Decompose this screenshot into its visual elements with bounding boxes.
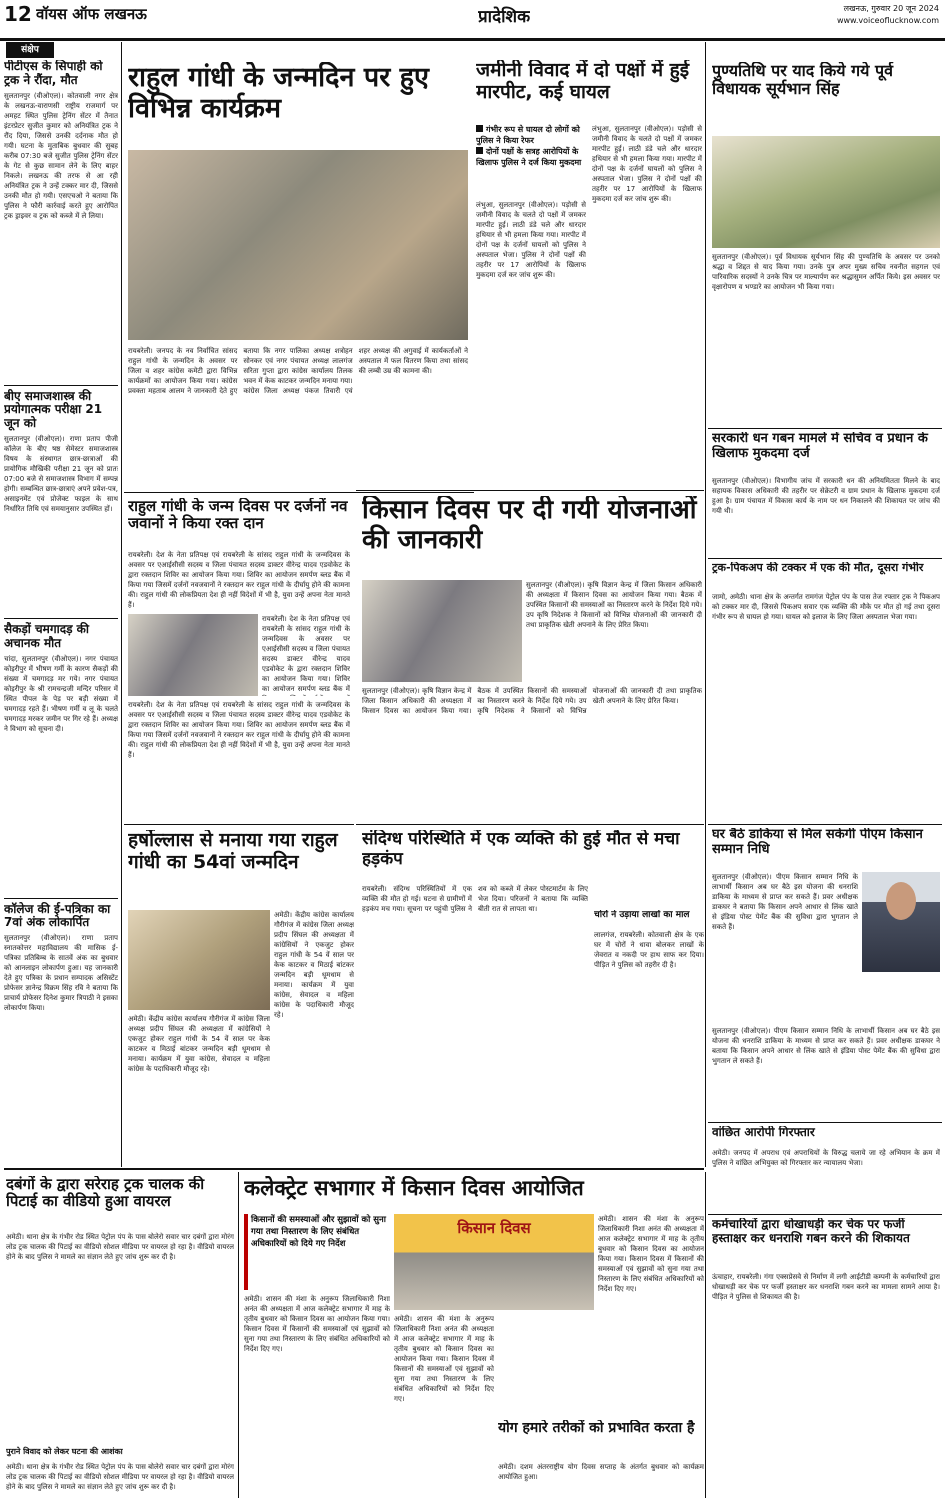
theft-headline: चोरों ने उड़ाया लाखों का माल — [594, 910, 690, 920]
truck-pickup-headline: ट्रक-पिकअप की टक्कर में एक की मौत, दूसरा गंभीर — [712, 562, 924, 574]
brief-3-body: चांदा, सुलतानपुर (वीओएल)। नगर पंचायत कोइरीपुर में भीषण गर्मी के कारण सैकड़ों की संख्या में चमगादड़ मर गये। नगर पंचायत कोइरीपुर के श्री रामचन्द्रजी मन्दिर परिसर में स्थित पीपल के पेड़ पर बड़ी संख्या में चमगादड़ रहते हैं। भीषण गर्मी व लू के चलते चमगादड़ मरकर जमीन पर गिर रहे हैं। अध्यक्ष ने विभाग को सूचना दी। — [4, 654, 118, 733]
kisan-diwas-body: सुलतानपुर (वीओएल)। कृषि विज्ञान केन्द्र में जिला किसान अधिकारी की अध्यक्षता में किसान दिवस का आयोजन किया गया। बैठक में उपस्थित किसानों की समस्याओं का निस्तारण करने के निर्देश दिये गये। उप कृषि निदेशक ने किसानों को विभिन्न योजनाओं की जानकारी दी तथा प्राकृतिक खेती अपनाने के लिए प्रेरित किया। — [526, 581, 702, 629]
brief-label: संक्षेप — [6, 42, 54, 58]
brief-1-headline: पीटीएस के सिपाही को ट्रक ने रौंदा, मौत — [4, 60, 103, 87]
land-dispute-headline: जमीनी विवाद में दो पक्षों में हुई मारपीट, कई घायल — [476, 60, 690, 103]
yoga-headline: योग हमारे तरीकों को प्रभावित करता है — [498, 1420, 695, 1436]
land-dispute-body-2: लंभुआ, सुलतानपुर (वीओएल)। पड़ोसी से जमीनी विवाद के चलते दो पक्षों में जमकर मारपीट हुई। लाठी डंडे चले और धारदार हथियार से भी हमला किया गया। मारपीट में दोनों पक्ष के दर्जनों घायलों को पुलिस ने अस्पताल भेजा। पुलिस ने दोनों पक्षों की तहरीर पर 17 आरोपियों के खिलाफ मुकदमा दर्ज कर जांच शुरू की। — [592, 125, 702, 203]
truck-video-body: अमेठी। थाना क्षेत्र के गंभीर रोड स्थित पेट्रोल पंप के पास बोलेरो सवार चार दबंगों द्वारा मोरंग लोड ट्रक चालक की पिटाई का वीडियो सोशल मीडिया पर वायरल हो रहा है। वीडियो वायरल होने के बाद पुलिस ने मामले का संज्ञान लेते हुए जांच शुरू कर दी है। — [6, 1233, 234, 1261]
land-bullet-1: गंभीर रूप से घायल दो लोगों को पुलिस ने किया रेफर — [476, 125, 580, 145]
date-text: लखनऊ, गुरुवार 20 जून 2024 — [843, 4, 939, 13]
blood-donation-body-3: रायबरेली। देश के नेता प्रतिपक्ष एवं रायबरेली के सांसद राहुल गांधी के जन्मदिवस के अवसर पर एआईसीसी सदस्य व जिला पंचायत सदस्य डाक्टर वीरेन्द्र यादव एडवोकेट के द्वारा रक्तदान शिविर का आयोजन किया गया। शिविर का आयोजन समर्पण ब्लड बैंक में किया गया जिसमें दर्जनों नवजवानों ने रक्तदान कर राहुल गांधी के दीर्घायु होने की कामना की। राहुल गांधी की लोकप्रियता देश ही नहीं विदेशों में भी है, युवा उन्हें अपना नेता मानते हैं। — [128, 701, 350, 759]
collectorate-body-3: अमेठी। शासन की मंशा के अनुरूप जिलाधिकारी निशा अनंत की अध्यक्षता में आज कलेक्ट्रेट सभागार में माह के तृतीय बुधवार को किसान दिवस का आयोजन किया गया। किसान दिवस में किसानों की समस्याओं एवं सुझावों को सुना गया तथा निस्तारण के लिए संबंधित अधिकारियों को निर्देश दिए गए। — [598, 1215, 704, 1293]
page-number: 12 — [4, 2, 32, 26]
suspicious-death-body: रायबरेली। संदिग्ध परिस्थितियों में एक व्यक्ति की मौत हो गई। घटना से ग्रामीणों में हड़कंप मच गया। सूचना पर पहुंची पुलिस ने शव को कब्जे में लेकर पोस्टमार्टम के लिए भेज दिया। परिजनों ने बताया कि व्यक्ति बीती रात से लापता था। — [362, 885, 588, 913]
brief-4-headline: कॉलेज की ई-पत्रिका का 7वां अंक लोकार्पित — [4, 901, 111, 930]
birthday-54-body: अमेठी। केंद्रीय कांग्रेस कार्यालय गौरीगंज में कांग्रेस जिला अध्यक्ष प्रदीप सिंघल की अध्यक्षता में कांग्रेसियों ने एकजुट होकर राहुल गांधी के 54 वें साल पर केक काटकर व मिठाई बांटकर जन्मदिन बड़ी धूमधाम से मनाया। कार्यक्रम में युवा कांग्रेस, सेवादल व महिला कांग्रेस के पदाधिकारी मौजूद रहे। — [274, 911, 354, 1019]
punyatithi-body: सुलतानपुर (वीओएल)। पूर्व विधायक सूर्यभान सिंह की पुण्यतिथि के अवसर पर उनको श्रद्धा व शिद्दत से याद किया गया। उनके पुत्र अपर मुख्य सचिव नवनीत सहगल एवं पारिवारिक सदस्यों ने उनके चित्र पर माल्यार्पण कर श्रद्धासुमन अर्पित किये। इस अवसर पर वृक्षारोपण व भण्डारे का आयोजन भी किया गया। — [712, 253, 940, 291]
embezzlement-body: सुलतानपुर (वीओएल)। विभागीय जांच में सरकारी धन की अनियमितता मिलने के बाद सहायक विकास अधिकारी की तहरीर पर सेक्रेटरी व ग्राम प्रधान के खिलाफ मुकदमा दर्ज हुआ है। ग्राम पंचायत में विकास कार्य के नाम पर धन निकालने की शिकायत पर जांच की गयी थी। — [712, 477, 940, 515]
truck-pickup-body: जामो, अमेठी। थाना क्षेत्र के अन्तर्गत रामगंज पेट्रोल पंप के पास तेज रफ्तार ट्रक ने पिकअप को टक्कर मार दी, जिससे पिकअप सवार एक व्यक्ति की मौके पर मौत हो गई तथा दूसरा गंभीर रूप से घायल हो गया। घायल को इलाज के लिए जिला अस्पताल भेजा गया। — [712, 593, 940, 621]
kisan-diwas-body-2: सुलतानपुर (वीओएल)। कृषि विज्ञान केन्द्र में जिला किसान अधिकारी की अध्यक्षता में किसान दिवस का आयोजन किया गया। बैठक में उपस्थित किसानों की समस्याओं का निस्तारण करने के निर्देश दिये गये। उप कृषि निदेशक ने किसानों को विभिन्न योजनाओं की जानकारी दी तथा प्राकृतिक खेती अपनाने के लिए प्रेरित किया। — [362, 687, 702, 715]
blood-donation-body-2: रायबरेली। देश के नेता प्रतिपक्ष एवं रायबरेली के सांसद राहुल गांधी के जन्मदिवस के अवसर पर एआईसीसी सदस्य व जिला पंचायत सदस्य डाक्टर वीरेन्द्र यादव एडवोकेट के द्वारा रक्तदान शिविर का आयोजन किया गया। शिविर का आयोजन समर्पण ब्लड बैंक में — [262, 615, 350, 693]
brief-2-body: सुलतानपुर (वीओएल)। राणा प्रताप पीजी कॉलेज के बीए षष्ठ सेमेस्टर समाजशास्त्र विषय के संस्थागत छात्र-छात्राओं की प्रायोगिक मौखिकी परीक्षा 21 जून को प्रातः 07:00 बजे से समाजशास्त्र विभाग में सम्पन्न होगी। सम्बन्धित छात्र-छात्राएं अपने प्रवेश-पत्र, असाइनमेंट एवं प्रोजेक्ट फाइल के साथ निर्धारित तिथि एवं समयानुसार उपस्थित हों। — [4, 434, 118, 513]
brief-column — [4, 60, 118, 1165]
yoga-body: अमेठी। दशम अंतरराष्ट्रीय योग दिवस सप्ताह के अंतर्गत बुधवार को कार्यक्रम आयोजित हुआ। — [498, 1463, 704, 1481]
birthday-54-photo — [128, 910, 270, 1010]
collectorate-subbox: किसानों की समस्याओं और सुझावों को सुना गया तथा निस्तारण के लिए संबंधित अधिकारियों को दिये गए निर्देश — [244, 1214, 390, 1290]
blood-donation-headline: राहुल गांधी के जन्म दिवस पर दर्जनों नव जवानों ने किया रक्त दान — [128, 498, 348, 533]
kisan-diwas-photo — [362, 580, 522, 682]
blood-donation-body: रायबरेली। देश के नेता प्रतिपक्ष एवं रायबरेली के सांसद राहुल गांधी के जन्मदिवस के अवसर पर एआईसीसी सदस्य व जिला पंचायत सदस्य डाक्टर वीरेन्द्र यादव एडवोकेट के द्वारा रक्तदान शिविर का आयोजन किया गया। शिविर का आयोजन समर्पण ब्लड बैंक में किया गया जिसमें दर्जनों नवजवानों ने रक्तदान कर राहुल गांधी के दीर्घायु होने की कामना की। राहुल गांधी की लोकप्रियता देश ही नहीं विदेशों में भी है, युवा उन्हें अपना नेता मानते हैं। — [128, 551, 350, 609]
embezzlement-headline: सरकारी धन गबन मामले में सचिव व प्रधान के खिलाफ मुकदमा दर्ज — [712, 432, 928, 461]
section-title: प्रादेशिक — [478, 7, 531, 27]
wanted-arrest-body: अमेठी। जनपद में अपराध एवं अपराधियों के विरुद्ध चलाये जा रहे अभियान के क्रम में पुलिस ने वांछित अभियुक्त को गिरफ्तार कर न्यायालय भेजा। — [712, 1149, 940, 1167]
pm-kisan-body-2: सुलतानपुर (वीओएल)। पीएम किसान सम्मान निधि के लाभार्थी किसान अब घर बैठे इस योजना की धनराशि डाकिया के माध्यम से प्राप्त कर सकते हैं। प्रवर अधीक्षक डाकघर ने बताया कि किसान अपने आधार से लिंक खाते से इंडिया पोस्ट पेमेंट बैंक की सुविधा द्वारा भुगतान ले सकते हैं। — [712, 1027, 940, 1065]
suspicious-death-headline: संदिग्ध परिस्थिति में एक व्यक्ति की हुई मौत से मचा हड़कंप — [362, 830, 680, 869]
pm-kisan-body: सुलतानपुर (वीओएल)। पीएम किसान सम्मान निधि के लाभार्थी किसान अब घर बैठे इस योजना की धनराशि डाकिया के माध्यम से प्राप्त कर सकते हैं। प्रवर अधीक्षक डाकघर ने बताया कि किसान अपने आधार से लिंक खाते से इंडिया पोस्ट पेमेंट बैंक की सुविधा द्वारा भुगतान ले सकते हैं। — [712, 873, 858, 931]
brief-4-body: सुलतानपुर (वीओएल)। राणा प्रताप स्नातकोत्तर महाविद्यालय की मासिक ई-पत्रिका प्रतिबिम्ब के सातवें अंक का बुधवार को आनलाइन लोकार्पण हुआ। यह जानकारी देते हुए पत्रिका के प्रधान सम्पादक असिस्टेंट प्रोफेसर ज्ञानेन्द्र विक्रम सिंह रवि ने बताया कि प्राचार्य प्रोफेसर दिनेश कुमार त्रिपाठी ने इसका लोकार्पण किया। — [4, 934, 118, 1013]
wanted-arrest-headline: वांछित आरोपी गिरफ्तार — [712, 1126, 815, 1139]
punyatithi-headline: पुण्यतिथि पर याद किये गये पूर्व विधायक सूर्यभान सिंह — [712, 62, 893, 99]
land-dispute-body: लंभुआ, सुलतानपुर (वीओएल)। पड़ोसी से जमीनी विवाद के चलते दो पक्षों में जमकर मारपीट हुई। लाठी डंडे चले और धारदार हथियार से भी हमला किया गया। मारपीट में दोनों पक्ष के दर्जनों घायलों को पुलिस ने अस्पताल भेजा। पुलिस ने दोनों पक्षों की तहरीर पर 17 आरोपियों के खिलाफ मुकदमा दर्ज कर जांच शुरू की। — [476, 201, 586, 279]
rahul-programs-headline: राहुल गांधी के जन्मदिन पर हुए विभिन्न कार्यक्रम — [128, 62, 429, 125]
collectorate-headline: कलेक्ट्रेट सभागार में किसान दिवस आयोजित — [244, 1176, 584, 1200]
brief-1-body: सुलतानपुर (वीओएल)। कोतवाली नगर क्षेत्र के लखनऊ-वाराणसी राष्ट्रीय राजमार्ग पर अमहट स्थित पुलिस ट्रेनिंग सेंटर में तैनात इंटरप्रेटर सुजीत कुमार को अनियंत्रित ट्रक ने रौंद दिया, जिससे उनकी दर्दनाक मौत हो गयी। घटना के मुताबिक बुधवार की सुबह करीब 07:30 बजे सुजीत पुलिस ट्रेनिंग सेंटर के गेट से कुछ सामान लेने के लिए बाहर निकले। लखनऊ की तरफ से आ रही अनियंत्रित ट्रक ने उन्हें टक्कर मार दी, जिससे उनकी मौत हो गयी। एसएचओ ने बताया कि पुलिस ने फौरी कार्रवाई करते हुए आरोपित ट्रक ड्राइवर व ट्रक को कब्जे में ले लिया। — [4, 91, 118, 220]
truck-video-subhead: पुराने विवाद को लेकर घटना की आशंका — [6, 1447, 123, 1456]
paper-name: वॉयस ऑफ लखनऊ — [36, 5, 147, 23]
land-bullet-2: दोनों पक्षों के सत्रह आरोपियों के खिलाफ पुलिस ने दर्ज किया मुकदमा — [476, 147, 582, 167]
truck-video-headline: दबंगों के द्वारा सरेराह ट्रक चालक की पिटाई का वीडियो हुआ वायरल — [6, 1176, 205, 1211]
punyatithi-photo — [712, 136, 940, 248]
kisan-diwas-headline: किसान दिवस पर दी गयी योजनाओं की जानकारी — [362, 496, 697, 555]
kisan-diwas-banner: किसान दिवस — [457, 1219, 531, 1237]
collectorate-body-2: अमेठी। शासन की मंशा के अनुरूप जिलाधिकारी निशा अनंत की अध्यक्षता में आज कलेक्ट्रेट सभागार में माह के तृतीय बुधवार को किसान दिवस का आयोजन किया गया। किसान दिवस में किसानों की समस्याओं एवं सुझावों को सुना गया तथा निस्तारण के लिए संबंधित अधिकारियों को निर्देश दिए गए। — [394, 1315, 494, 1403]
cheque-fraud-headline: कर्मचारियों द्वारा धोखाधड़ी कर चेक पर फर्जी हस्ताक्षर कर धनराशि गबन करने की शिकायत — [712, 1218, 910, 1245]
theft-body: लालगंज, रायबरेली। कोतवाली क्षेत्र के एक घर में चोरों ने धावा बोलकर लाखों के जेवरात व नकदी पर हाथ साफ कर दिया। पीड़ित ने पुलिस को तहरीर दी है। — [594, 931, 704, 969]
truck-video-body-2: अमेठी। थाना क्षेत्र के गंभीर रोड स्थित पेट्रोल पंप के पास बोलेरो सवार चार दबंगों द्वारा मोरंग लोड ट्रक चालक की पिटाई का वीडियो सोशल मीडिया पर वायरल हो रहा है। वीडियो वायरल होने के बाद पुलिस ने मामले का संज्ञान लेते हुए जांच शुरू कर दी है। — [6, 1463, 234, 1491]
dateline — [837, 3, 939, 27]
birthday-54-body-2: अमेठी। केंद्रीय कांग्रेस कार्यालय गौरीगंज में कांग्रेस जिला अध्यक्ष प्रदीप सिंघल की अध्यक्षता में कांग्रेसियों ने एकजुट होकर राहुल गांधी के 54 वें साल पर केक काटकर व मिठाई बांटकर जन्मदिन बड़ी धूमधाम से मनाया। कार्यक्रम में युवा कांग्रेस, सेवादल व महिला कांग्रेस के पदाधिकारी मौजूद रहे। — [128, 1015, 270, 1073]
birthday-54-headline: हर्षोल्लास से मनाया गया राहुल गांधी का 54वां जन्मदिन — [128, 830, 338, 873]
masthead — [0, 0, 945, 41]
brief-3-headline: सैकड़ों चमगादड़ की अचानक मौत — [4, 621, 89, 650]
cheque-fraud-body: ऊंचाहार, रायबरेली। गंगा एक्सप्रेसवे से निर्माण में लगी आईटीडी कम्पनी के कर्मचारियों द्वारा धोखाधड़ी कर चेक पर फर्जी हस्ताक्षर कर धनराशि गबन करने का मामला सामने आया है। पीड़ित ने पुलिस से शिकायत की है। — [712, 1273, 940, 1301]
pm-kisan-headline: घर बैठे डाकिया से मिल सकेगी पीएम किसान सम्मान निधि — [712, 828, 923, 857]
brief-2-headline: बीए समाजशास्त्र की प्रयोगात्मक परीक्षा 21 जून को — [4, 388, 103, 431]
website-text: www.voiceoflucknow.com — [836, 16, 939, 25]
collectorate-photo — [394, 1214, 594, 1310]
collectorate-body: अमेठी। शासन की मंशा के अनुरूप जिलाधिकारी निशा अनंत की अध्यक्षता में आज कलेक्ट्रेट सभागार में माह के तृतीय बुधवार को किसान दिवस का आयोजन किया गया। किसान दिवस में किसानों की समस्याओं एवं सुझावों को सुना गया तथा निस्तारण के लिए संबंधित अधिकारियों को निर्देश दिए गए। — [244, 1295, 390, 1353]
land-dispute-bullets — [476, 124, 586, 194]
rahul-programs-photo — [128, 150, 468, 340]
officer-portrait — [862, 872, 940, 972]
blood-donation-photo — [128, 614, 258, 696]
rahul-programs-body: रायबरेली। जनपद के नव निर्वाचित सांसद राहुल गांधी के जन्मदिन के अवसर पर जिला व शहर कांग्रेस कमेटी द्वारा विभिन्न कार्यक्रमों का आयोजन किया गया। कांग्रेस प्रवक्ता महताब आलम ने जानकारी देते हुए बताया कि नगर पालिका अध्यक्ष शत्रोहन सोनकर एवं नगर पंचायत अध्यक्ष लालगंज सरिता गुप्ता द्वारा कांग्रेस कार्यालय तिलक भवन में केक काटकर जन्मदिन मनाया गया। कांग्रेस जिला अध्यक्ष पंकज तिवारी एवं शहर अध्यक्ष की अगुवाई में कार्यकर्ताओं ने अस्पताल में फल वितरण किया तथा सांसद की लम्बी उम्र की कामना की। — [128, 347, 468, 395]
